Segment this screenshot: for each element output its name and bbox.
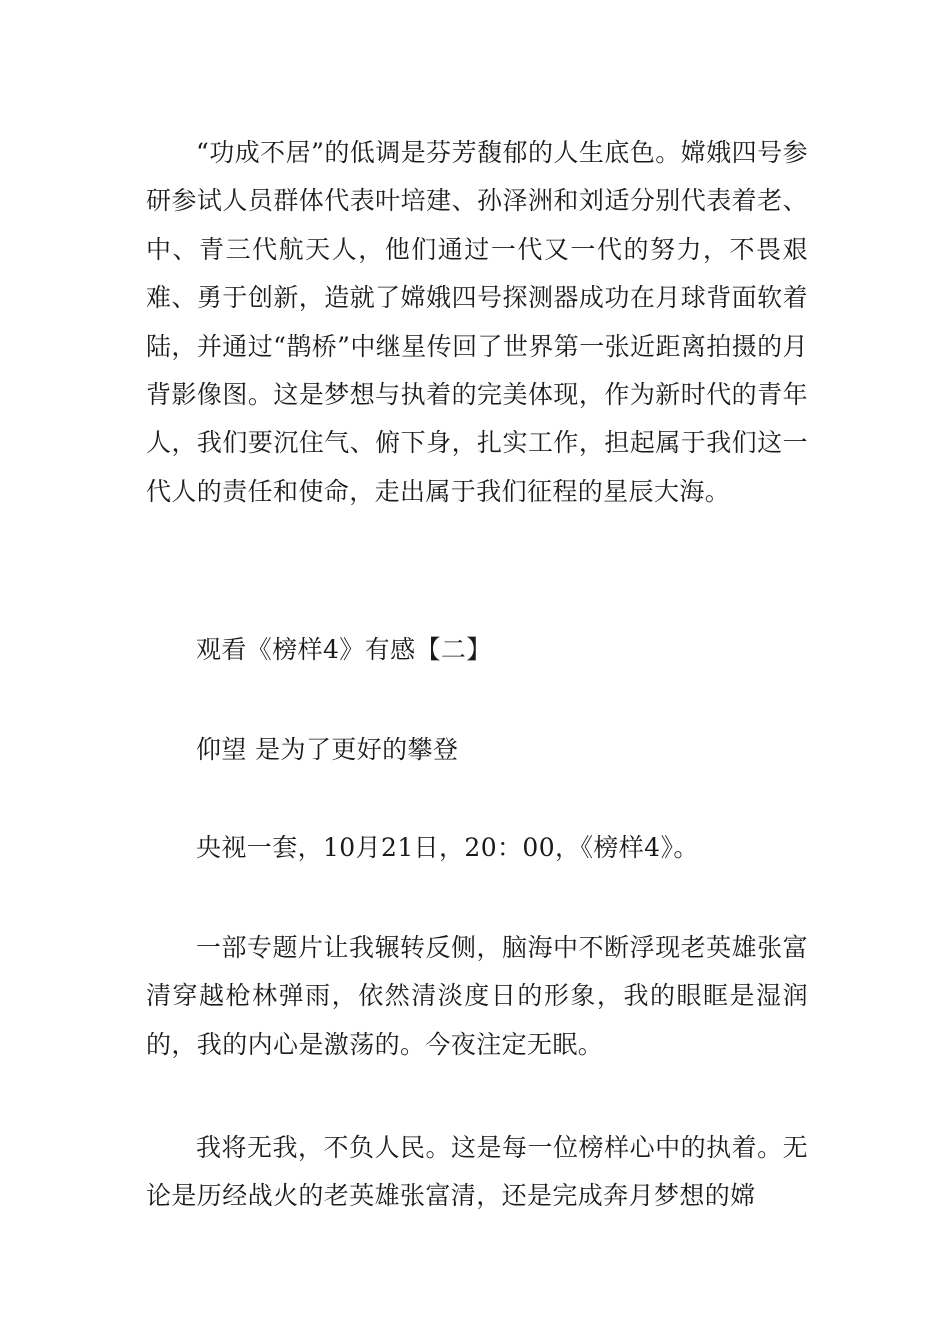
broadcast-info: 央视一套，10月21日，20：00，《榜样4》。 (196, 833, 699, 862)
paragraph-chang-e-team: “功成不居”的低调是芬芳馥郁的人生底色。嫦娥四号参研参试人员群体代表叶培建、孙泽洲和刘适分别代表着老、中、青三代航天人，他们通过一代又一代的努力，不畏艰难、勇于创新，造就了嫦娥四号探测器成功在月球背面软着陆，并通过“鹊桥”中继星传回了世界第一张近距离拍摄的月背影像图。这是梦想与执着的完美体现，作为新时代的青年人，我们要沉住气、俯下身，扎实工作，担起属于我们这一代人的责任和使命，走出属于我们征程的星辰大海。 (146, 138, 808, 506)
section-title: 观看《榜样4》有感【二】 (196, 635, 492, 664)
section-subtitle: 仰望 是为了更好的攀登 (196, 735, 459, 764)
paragraph-documentary-impression: 一部专题片让我辗转反侧，脑海中不断浮现老英雄张富清穿越枪林弹雨，依然清淡度日的形象，我的眼眶是湿润的，我的内心是激荡的。今夜注定无眠。 (146, 933, 808, 1059)
paragraph-role-models: 我将无我，不负人民。这是每一位榜样心中的执着。无论是历经战火的老英雄张富清，还是完成奔月梦想的嫦 (146, 1133, 808, 1211)
